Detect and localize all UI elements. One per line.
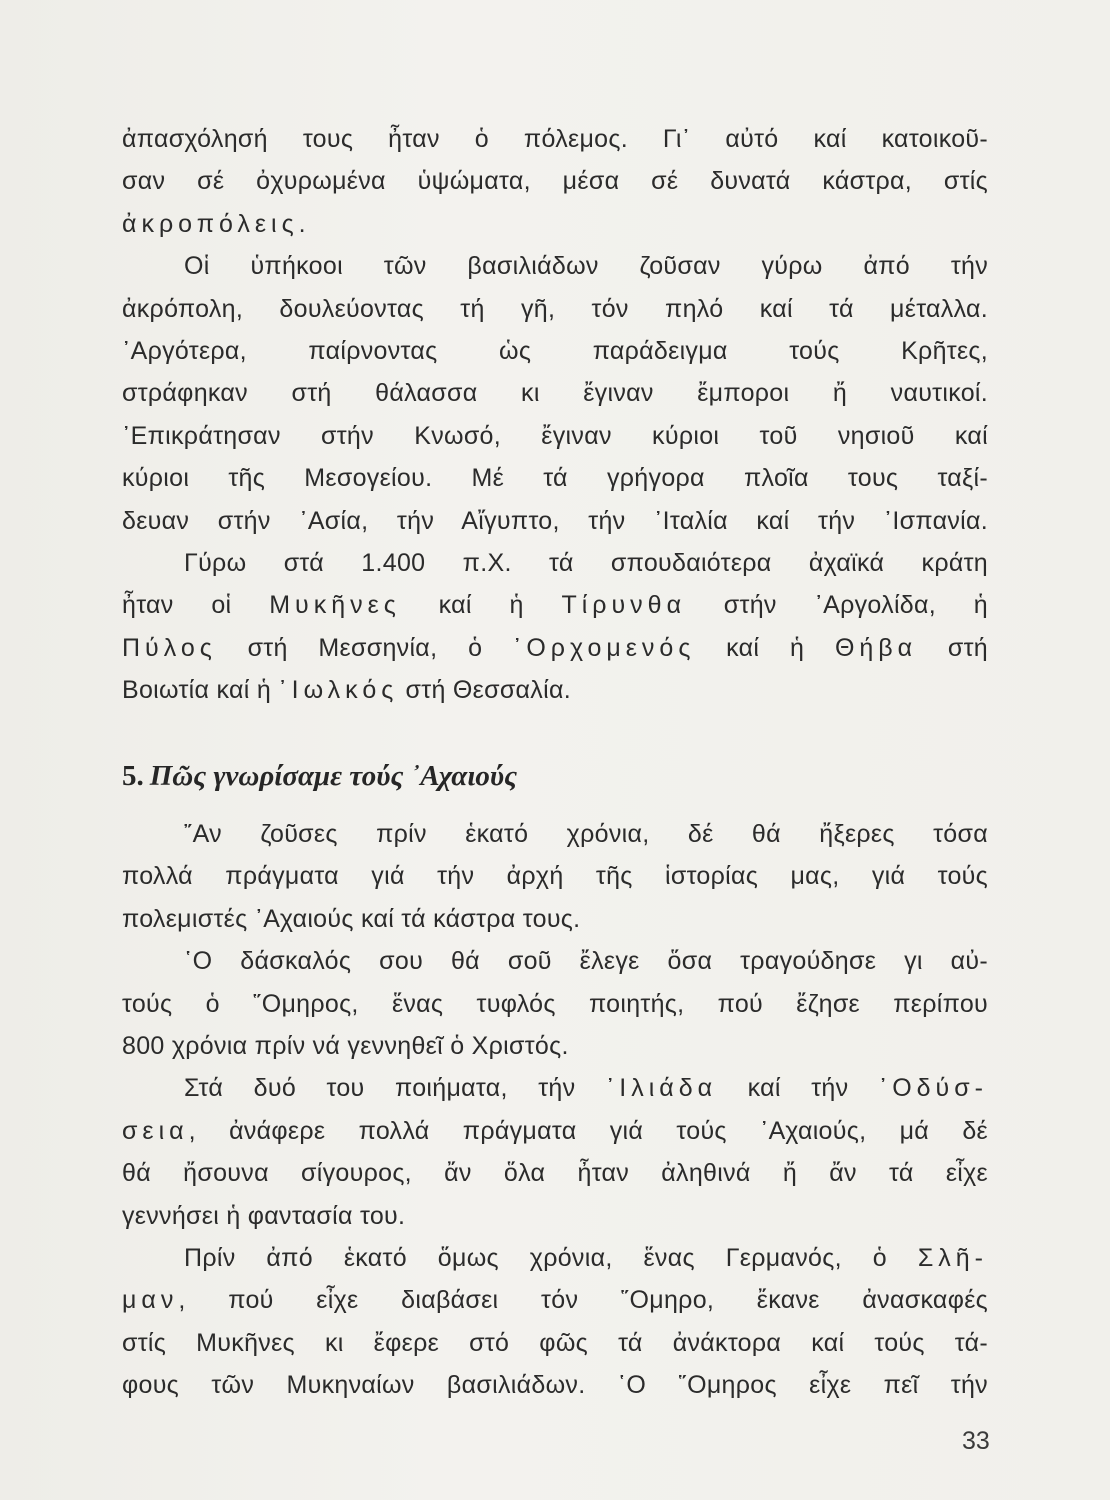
- text-line: [122, 584, 988, 626]
- place-name: Μυκῆνες: [269, 591, 401, 620]
- person-name: μαν: [122, 1286, 179, 1315]
- section-heading: [122, 756, 517, 796]
- section-2-text: [122, 813, 988, 1406]
- text-run: καί ἡ: [695, 633, 835, 662]
- place-name: Πύλος: [122, 633, 217, 662]
- text-run: καί ἡ: [400, 591, 562, 620]
- text-line: [122, 1110, 988, 1152]
- text-run: Βοιωτία καί ἡ: [122, 676, 279, 705]
- place-name: ᾽Ιωλκός: [278, 676, 399, 705]
- text-run: ἦταν οἱ: [122, 591, 270, 620]
- text-line: Οἱ ὑπήκοοι τῶν βασιλιάδων ζοῦσαν γύρω ἀπό τήν: [184, 252, 988, 281]
- text-line: Γύρω στά 1.400 π.Χ. τά σπουδαιότερα ἀχαϊκά κράτη: [184, 548, 988, 577]
- person-name: Σλῆ-: [917, 1243, 988, 1272]
- text-line: [122, 1237, 988, 1279]
- text-line: ἀκρόπολη, δουλεύοντας τή γῆ, τόν πηλό καί τά μέταλλα.: [122, 294, 988, 323]
- text-line: στράφηκαν στή θάλασσα κι ἔγιναν ἔμποροι ἤ ναυτικοί.: [122, 379, 988, 408]
- poem-title: σεια: [122, 1116, 189, 1145]
- place-name: Τίρυνθα: [561, 591, 687, 620]
- text-line: ῾Ο δάσκαλός σου θά σοῦ ἔλεγε ὅσα τραγούδησε γι αὐ-: [184, 947, 988, 976]
- text-line: φους τῶν Μυκηναίων βασιλιάδων. ῾Ο ῞Ομηρος εἶχε πεῖ τήν: [122, 1371, 988, 1400]
- text-line: δευαν στήν ᾽Ασία, τήν Αἴγυπτο, τήν ᾽Ιταλία καί τήν ᾽Ισπανία.: [122, 506, 988, 535]
- text-line: ἀπασχόλησή τους ἦταν ὁ πόλεμος. Γι᾽ αὐτό καί κατοικοῦ-: [122, 125, 988, 153]
- poem-title: ᾽Ιλιάδα: [605, 1074, 718, 1103]
- section-title: Πῶς γνωρίσαμε τούς ᾽Αχαιούς: [149, 760, 518, 792]
- text-line: [122, 627, 988, 669]
- text-run: , πού εἶχε διαβάσει τόν ῞Ομηρο, ἔκανε ἀνασκαφές: [178, 1286, 988, 1315]
- text-line: στίς Μυκῆνες κι ἔφερε στό φῶς τά ἀνάκτορα καί τούς τά-: [122, 1328, 988, 1357]
- text-line: πολλά πράγματα γιά τήν ἀρχή τῆς ἱστορίας μας, γιά τούς: [122, 862, 988, 891]
- text-line: [122, 669, 988, 711]
- text-line: θά ἤσουνα σίγουρος, ἄν ὅλα ἦταν ἀληθινά ἤ ἄν τά εἶχε: [122, 1159, 988, 1188]
- text-line: ῎Αν ζοῦσες πρίν ἑκατό χρόνια, δέ θά ἤξερες τόσα: [184, 820, 988, 848]
- text-line: ᾽Αργότερα, παίρνοντας ὡς παράδειγμα τούς Κρῆτες,: [122, 336, 988, 365]
- text-line: ἀκροπόλεις.: [122, 209, 311, 238]
- text-run: στή: [917, 633, 989, 662]
- text-run: στήν ᾽Αργολίδα, ἡ: [686, 591, 988, 620]
- text-line: [122, 1279, 988, 1321]
- text-run: , ἀνάφερε πολλά πράγματα γιά τούς ᾽Αχαιούς, μά δέ: [188, 1116, 988, 1145]
- text-line: τούς ὁ ῞Ομηρος, ἕνας τυφλός ποιητής, πού ἔζησε περίπου: [122, 989, 988, 1018]
- place-name: ᾽Ορχομενός: [513, 633, 696, 662]
- text-run: Στά δυό του ποιήματα, τήν: [184, 1074, 606, 1103]
- place-name: Θήβα: [834, 633, 918, 662]
- text-line: κύριοι τῆς Μεσογείου. Μέ τά γρήγορα πλοῖα τους ταξί-: [122, 464, 988, 493]
- text-line: 800 χρόνια πρίν νά γεννηθεῖ ὁ Χριστός.: [122, 1031, 569, 1060]
- page-number: 33: [962, 1427, 990, 1455]
- poem-title: ᾽Οδύσ-: [878, 1074, 988, 1103]
- text-run: καί τήν: [717, 1074, 879, 1103]
- text-run: Πρίν ἀπό ἑκατό ὅμως χρόνια, ἕνας Γερμανός, ὁ: [184, 1243, 918, 1272]
- text-run: στή Θεσσαλία.: [398, 676, 571, 705]
- text-run: στή Μεσσηνία, ὁ: [216, 633, 514, 662]
- section-number: 5.: [122, 760, 144, 792]
- text-line: πολεμιστές ᾽Αχαιούς καί τά κάστρα τους.: [122, 904, 581, 933]
- text-line: ᾽Επικράτησαν στήν Κνωσό, ἔγιναν κύριοι τοῦ νησιοῦ καί: [122, 421, 988, 450]
- text-line: σαν σέ ὀχυρωμένα ὑψώματα, μέσα σέ δυνατά κάστρα, στίς: [122, 167, 988, 196]
- text-line: γεννήσει ἡ φαντασία του.: [122, 1201, 406, 1230]
- section-1-text: [122, 118, 988, 711]
- text-line: [122, 1067, 988, 1109]
